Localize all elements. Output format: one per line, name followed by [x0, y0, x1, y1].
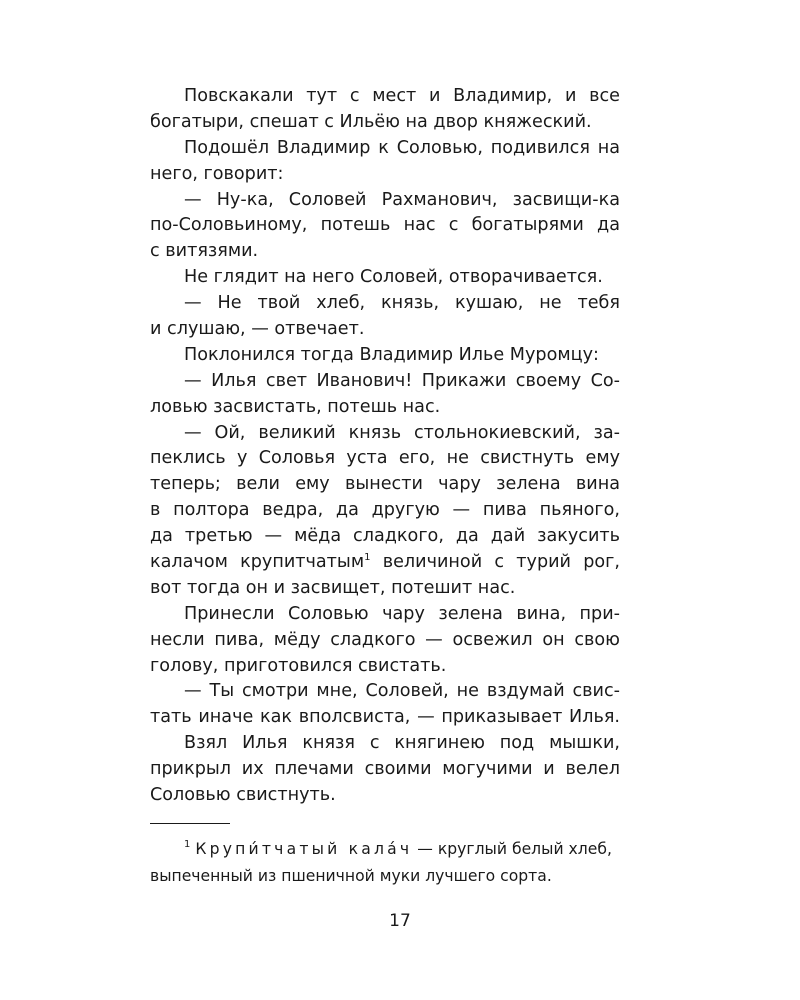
text-line: — Ой, великий князь стольнокиевский, за-: [184, 422, 620, 443]
text-line: ловью засвистать, потешь нас.: [150, 396, 441, 417]
text-line: по-Соловьиному, потешь нас с богатырями да: [150, 215, 620, 236]
text-line: пеклись у Соловья уста его, не свистнуть ему: [150, 448, 620, 469]
footnote-definition: — круглый белый хлеб,: [417, 840, 612, 858]
text-line: в полтора ведра, да другую — пива пьяного,: [150, 500, 620, 521]
text-line: Поклонился тогда Владимир Илье Муромцу:: [184, 344, 599, 365]
text-line: Подошёл Владимир к Соловью, подивился на: [184, 137, 620, 158]
footnote-number: 1: [184, 839, 191, 850]
text-line: с витязями.: [150, 241, 259, 262]
text-line: — Илья свет Иванович! Прикажи своему Со-: [184, 370, 620, 391]
text-line: теперь; вели ему вынести чару зелена вина: [150, 474, 620, 495]
text-line: Не глядит на него Соловей, отворачивается.: [184, 267, 603, 288]
text-fragment: величиной с турий рог,: [382, 552, 620, 573]
text-line: да третью — мёда сладкого, да дай закусить: [150, 526, 620, 547]
text-line: Взял Илья князя с княгинею под мышки,: [184, 733, 620, 754]
text-line: несли пива, мёду сладкого — освежил он свою: [150, 629, 620, 650]
footnote-divider: [150, 823, 230, 824]
text-line: — Не твой хлеб, князь, кушаю, не тебя: [184, 293, 620, 314]
footnote-line: [150, 836, 620, 863]
text-line: Принесли Соловью чару зелена вина, при-: [184, 603, 620, 624]
text-line: прикрыл их плечами своими могучими и велел: [150, 759, 620, 780]
text-line: тать иначе как вполсвиста, — приказывает Илья.: [150, 707, 620, 728]
book-page-text: [150, 84, 620, 809]
text-line: Соловью свистнуть.: [150, 785, 336, 806]
footnote-line: выпеченный из пшеничной муки лучшего сорта.: [150, 867, 552, 885]
footnote-term: Крупи́тчатый кала́ч: [195, 840, 413, 858]
footnoted-term: калачом крупитчатым: [150, 552, 365, 573]
text-line: него, говорит:: [150, 163, 284, 184]
footnote: [150, 836, 620, 890]
page-number: 17: [389, 911, 411, 931]
text-line-with-footnote: [150, 550, 620, 576]
text-line: — Ты смотри мне, Соловей, не вздумай свис-: [184, 681, 620, 702]
text-line: — Ну-ка, Соловей Рахманович, засвищи-ка: [184, 189, 620, 210]
footnote-marker: 1: [364, 552, 371, 564]
text-line: голову, приготовился свистать.: [150, 655, 447, 676]
text-line: Повскакали тут с мест и Владимир, и все: [184, 86, 620, 106]
text-line: богатыри, спешат с Ильёю на двор княжеский.: [150, 111, 592, 132]
text-line: и слушаю, — отвечает.: [150, 319, 365, 340]
text-line: вот тогда он и засвищет, потешит нас.: [150, 577, 516, 598]
